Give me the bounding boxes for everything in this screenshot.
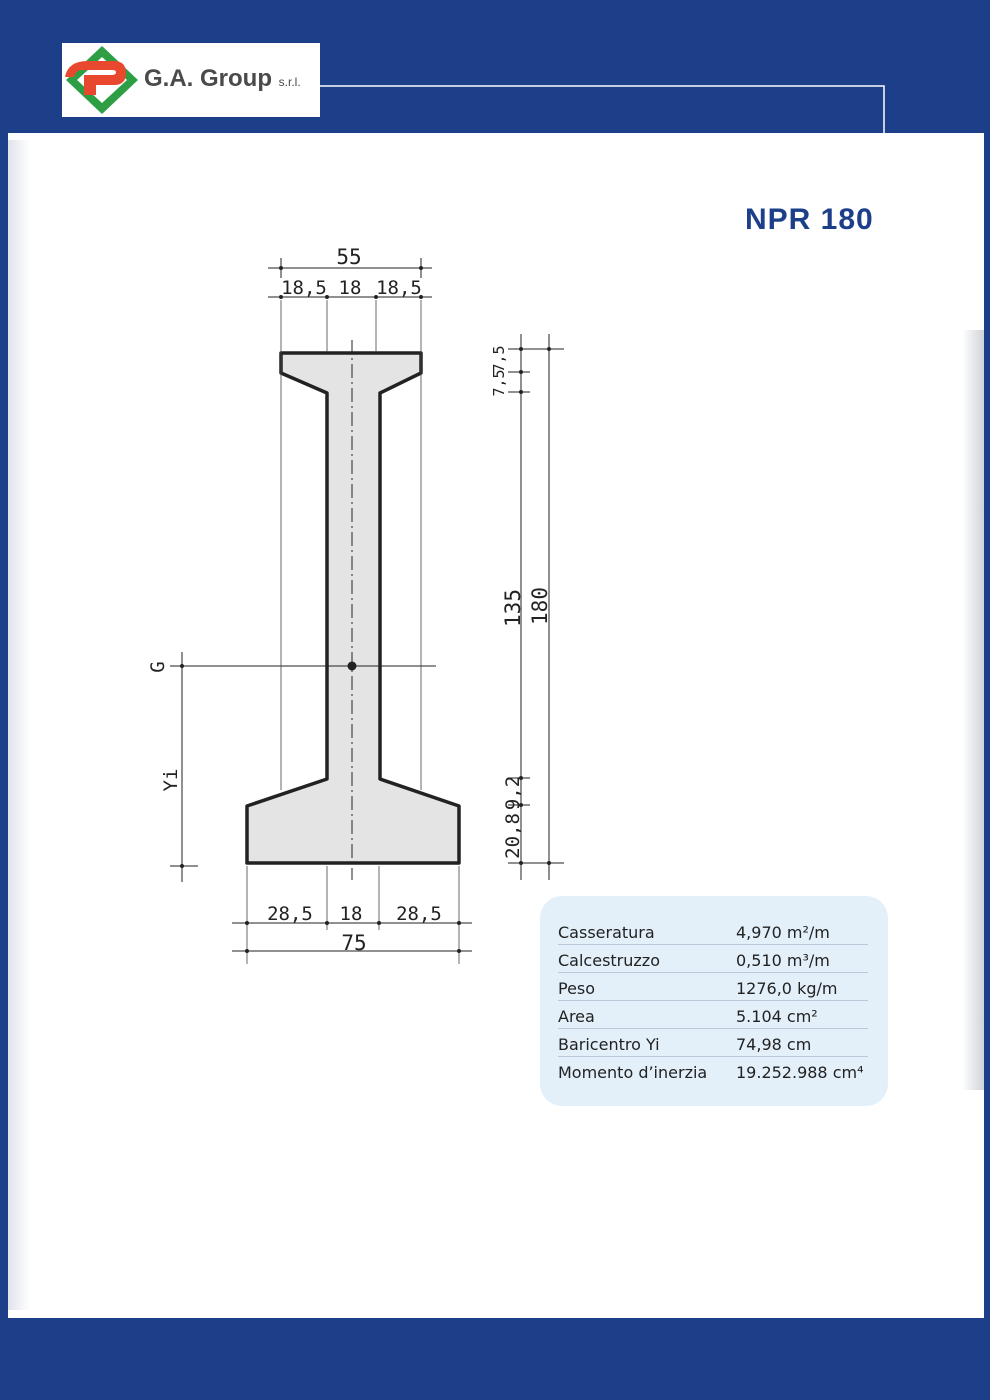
dim-bottom-total: 75 [341, 931, 367, 955]
dim-top-total: 55 [336, 245, 362, 269]
property-row [558, 1000, 868, 1029]
property-row [558, 944, 868, 973]
centroid-point [348, 662, 357, 671]
beam-section [247, 353, 459, 863]
dim-bottom-part-right: 28,5 [396, 903, 442, 925]
property-label: Casseratura [558, 923, 655, 942]
property-value: 4,970 m²/m [736, 923, 830, 942]
property-value: 0,510 m³/m [736, 951, 830, 970]
property-label: Area [558, 1007, 595, 1026]
dim-right-total: 180 [528, 587, 552, 625]
property-row [558, 1028, 868, 1057]
dim-right-top-1: 7,5 [490, 369, 508, 397]
property-label: Momento d’inerzia [558, 1063, 708, 1082]
dim-bottom-part-left: 28,5 [267, 903, 313, 925]
dim-bottom-part-middle: 18 [339, 903, 363, 925]
property-label: Calcestruzzo [558, 951, 660, 970]
dim-right-bottom-1: 20,8 [502, 813, 524, 859]
property-value: 1276,0 kg/m [736, 979, 838, 998]
dim-top-part-left: 18,5 [281, 277, 327, 299]
property-row [558, 916, 868, 945]
property-label: Baricentro Yi [558, 1035, 660, 1054]
property-value: 19.252.988 cm⁴ [736, 1063, 864, 1082]
dim-right-bottom-2: 9,2 [502, 775, 524, 811]
dim-right-top-2: 7,5 [490, 345, 508, 373]
property-value: 5.104 cm² [736, 1007, 818, 1026]
property-row [558, 972, 868, 1001]
centroid-label: G [147, 661, 169, 673]
property-row [558, 1056, 868, 1084]
company-name: G.A. Group s.r.l. [144, 65, 301, 92]
dim-top-part-middle: 18 [338, 277, 362, 299]
property-value: 74,98 cm [736, 1035, 812, 1054]
header-connector-line [320, 86, 884, 196]
properties-panel [540, 896, 888, 1106]
dim-top-part-right: 18,5 [376, 277, 422, 299]
dim-right-web: 135 [501, 589, 525, 627]
yi-label: Yi [160, 768, 182, 792]
property-label: Peso [558, 979, 596, 998]
product-title: NPR 180 [745, 203, 874, 236]
